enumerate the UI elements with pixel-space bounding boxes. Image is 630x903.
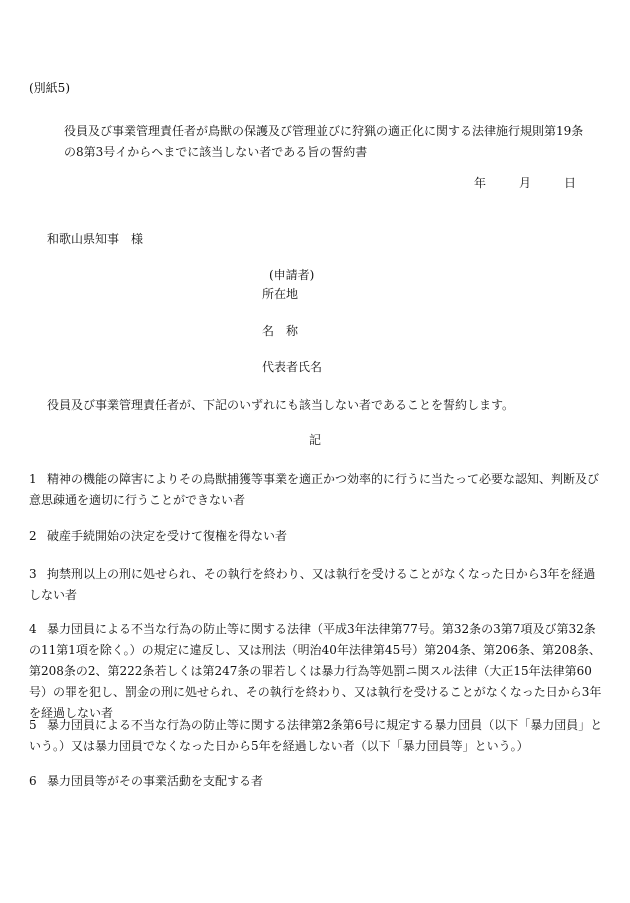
item-text: 精神の機能の障害によりその鳥獣捕獲等事業を適正かつ効率的に行うに当たって必要な認知、判断及び意思疎通を適切に行うことができない者 [29, 472, 600, 507]
document-title [64, 121, 604, 163]
item-number: 5 [29, 718, 37, 732]
representative-name-label: 代表者氏名 [262, 360, 323, 374]
list-item [29, 771, 603, 792]
address-label: 所在地 [262, 287, 299, 301]
item-text: 暴力団員による不当な行為の防止等に関する法律第2条第6号に規定する暴力団員（以下「暴力団員」という。）又は暴力団員でなくなった日から5年を経過しない者（以下「暴力団員等」という。） [29, 718, 603, 753]
pledge-statement: 役員及び事業管理責任者が、下記のいずれにも該当しない者であることを誓約します。 [47, 398, 515, 412]
date-year: 年 [474, 176, 487, 190]
item-number: 2 [29, 529, 37, 543]
item-number: 4 [29, 622, 37, 636]
applicant-label: (申請者) [269, 268, 315, 282]
item-text: 拘禁刑以上の刑に処せられ、その執行を終わり、又は執行を受けることがなくなった日から3年を経過しない者 [29, 567, 596, 602]
list-item [29, 619, 603, 724]
addressee: 和歌山県知事 様 [47, 232, 144, 246]
item-number: 1 [29, 472, 37, 486]
item-text: 破産手続開始の決定を受けて復権を得ない者 [47, 529, 288, 543]
ki-label: 記 [309, 433, 322, 447]
name-label: 名 称 [262, 324, 299, 338]
list-item [29, 526, 603, 547]
item-number: 3 [29, 567, 37, 581]
list-item [29, 469, 603, 511]
date-month: 月 [519, 176, 532, 190]
item-text: 暴力団員等がその事業活動を支配する者 [47, 774, 264, 788]
list-item [29, 564, 603, 606]
annex-label: (別紙5) [29, 81, 70, 95]
item-number: 6 [29, 774, 37, 788]
item-text: 暴力団員による不当な行為の防止等に関する法律（平成3年法律第77号。第32条の3第7項及び第32条の11第1項を除く。）の規定に違反し、又は刑法（明治40年法律第45号）第204条、第206条、第208条、第208条の2、第222条若しくは第247条の罪若しくは暴力行為等処罰ニ関スル法律（大正15年法律第60号）の罪を犯し、罰金の刑に処せられ、その執行を終わり、又は執行を受けることがなくなった日から3年を経過しない者 [29, 622, 602, 720]
date-line [474, 175, 576, 191]
title-line-2: の8第3号イからヘまでに該当しない者である旨の誓約書 [64, 145, 368, 159]
list-item [29, 715, 603, 757]
date-day: 日 [564, 176, 577, 190]
title-line-1: 役員及び事業管理責任者が鳥獣の保護及び管理並びに狩猟の適正化に関する法律施行規則第19条 [64, 124, 584, 138]
